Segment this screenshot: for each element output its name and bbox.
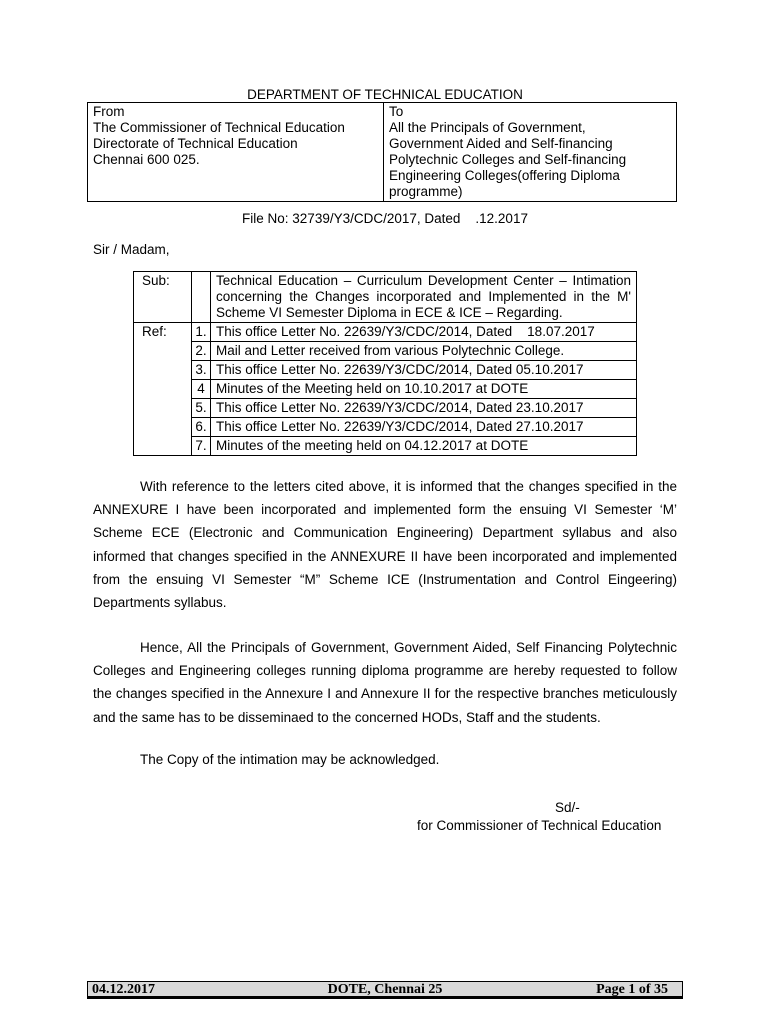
subject-reference-table bbox=[133, 271, 637, 456]
to-label: To bbox=[389, 104, 404, 119]
subject-num-cell bbox=[192, 272, 211, 323]
reference-num: 4 bbox=[192, 380, 211, 399]
subject-text: Technical Education – Curriculum Development Center – Intimation concerning the Changes incorporated and Implemented in the M' Scheme VI Semester Diploma in ECE & ICE – Regarding. bbox=[211, 272, 637, 323]
from-cell bbox=[88, 103, 384, 202]
reference-text: Minutes of the Meeting held on 10.10.2017 at DOTE bbox=[211, 380, 637, 399]
reference-text: Minutes of the meeting held on 04.12.2017 at DOTE bbox=[211, 437, 637, 456]
from-line: The Commissioner of Technical Education bbox=[93, 120, 345, 135]
to-line: Polytechnic Colleges and Self-financing bbox=[389, 152, 627, 167]
reference-num: 3. bbox=[192, 361, 211, 380]
to-line: Engineering Colleges(offering Diploma bbox=[389, 168, 620, 183]
page-footer bbox=[87, 981, 683, 999]
reference-text: Mail and Letter received from various Polytechnic College. bbox=[211, 342, 637, 361]
reference-num: 6. bbox=[192, 418, 211, 437]
from-line: Directorate of Technical Education bbox=[93, 136, 298, 151]
reference-text: This office Letter No. 22639/Y3/CDC/2014, Dated 27.10.2017 bbox=[211, 418, 637, 437]
file-number: File No: 32739/Y3/CDC/2017, Dated .12.2017 bbox=[242, 211, 528, 226]
footer-page-number: Page 1 of 35 bbox=[596, 982, 668, 997]
reference-num: 5. bbox=[192, 399, 211, 418]
to-line: programme) bbox=[389, 184, 463, 199]
footer-center: DOTE, Chennai 25 bbox=[327, 982, 443, 997]
reference-text: This office Letter No. 22639/Y3/CDC/2014, Dated 05.10.2017 bbox=[211, 361, 637, 380]
from-line: Chennai 600 025. bbox=[93, 152, 200, 167]
to-line: Government Aided and Self-financing bbox=[389, 136, 613, 151]
department-title: DEPARTMENT OF TECHNICAL EDUCATION bbox=[247, 87, 523, 102]
reference-text: This office Letter No. 22639/Y3/CDC/2014, Dated 23.10.2017 bbox=[211, 399, 637, 418]
body-paragraph-2: Hence, All the Principals of Government, Government Aided, Self Financing Polytechnic Colleges and Engineering colleges running diploma programme are hereby requested to follow the changes specified in the Annexure I and Annexure II for the respective branches meticulously and the same has to be disseminaed to the concerned HODs, Staff and the students. bbox=[93, 640, 677, 725]
to-line: All the Principals of Government, bbox=[389, 120, 586, 135]
from-label: From bbox=[93, 104, 125, 119]
reference-text: This office Letter No. 22639/Y3/CDC/2014, Dated 18.07.2017 bbox=[211, 323, 637, 342]
signature-designation: for Commissioner of Technical Education bbox=[417, 818, 662, 833]
from-to-table bbox=[87, 102, 677, 202]
body-paragraph-3: The Copy of the intimation may be acknowledged. bbox=[140, 752, 440, 767]
signature-sd: Sd/- bbox=[555, 800, 580, 815]
reference-label: Ref: bbox=[134, 323, 192, 456]
reference-num: 1. bbox=[192, 323, 211, 342]
reference-num: 2. bbox=[192, 342, 211, 361]
footer-date: 04.12.2017 bbox=[92, 982, 155, 997]
reference-num: 7. bbox=[192, 437, 211, 456]
salutation: Sir / Madam, bbox=[93, 242, 170, 257]
to-cell bbox=[384, 103, 677, 202]
subject-label: Sub: bbox=[134, 272, 192, 323]
body-paragraph-1: With reference to the letters cited above, it is informed that the changes specified in the ANNEXURE I have been incorporated and implemented form the ensuing VI Semester ‘M’ Scheme ECE (Electronic and Communication Engineering) Department syllabus and also informed that changes specified in the ANNEXURE II have been incorporated and implemented from the ensuing VI Semester “M” Scheme ICE (Instrumentation and Control Eingeering) Departments syllabus. bbox=[93, 479, 677, 611]
